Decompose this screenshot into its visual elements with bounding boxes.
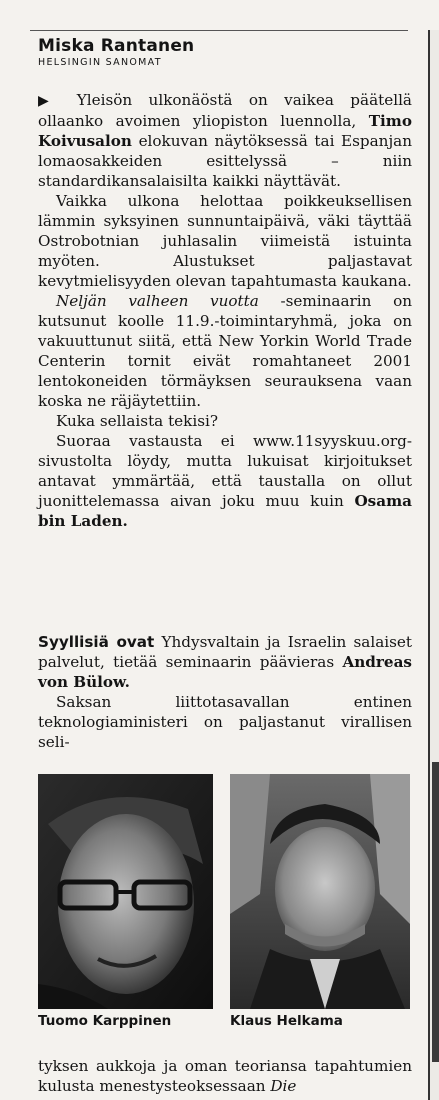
paragraph-2: Vaikka ulkona helottaa poikkeuksellisen lämmin syksyinen sunnuntaipäivä, väki täyttää Ostrobotnian juhlasalin viimeistä istuinta myöten. Alustukset paljastavat kevytmielisyyden olevan tapahtumasta kaukana. xyxy=(38,192,412,290)
paragraph-4: Kuka sellaista tekisi? xyxy=(56,412,219,430)
intro-text-1: Yleisön ulkonäöstä on vaikea päätellä ollaanko avoimen yliopiston luennolla, xyxy=(38,91,412,130)
photo-karppinen xyxy=(38,774,213,1009)
portrait-image xyxy=(230,774,410,1009)
photo-helkama xyxy=(230,774,410,1009)
adjacent-dark-bar xyxy=(432,762,439,1062)
paragraph-7: Saksan liittotasavallan entinen teknologiaministeri on paljastanut virallisen seli- xyxy=(38,693,412,751)
paragraph-6 xyxy=(38,632,412,692)
person-name-bin-laden: Osama bin Laden. xyxy=(38,492,412,530)
portrait-image xyxy=(38,774,213,1009)
adjacent-column-edge xyxy=(428,30,439,1100)
lead-arrow-icon: ▶ xyxy=(38,93,61,109)
book-title: Die xyxy=(270,1077,297,1095)
paragraph-5-text: Suoraa vastausta ei www.11syyskuu.org-sivustolta löydy, mutta lukuisat kirjoitukset antavat ymmärtää, että taustalla on ollut juonittelemassa aivan joku muu kuin xyxy=(38,432,412,510)
paragraph-intro xyxy=(38,90,412,191)
paragraph-8-text: tyksen aukkoja ja oman teoriansa tapahtumien kulusta menestysteoksessaan xyxy=(38,1057,412,1095)
paragraph-3-text: -seminaarin on kutsunut koolle 11.9.-toimintaryhmä, joka on vakuuttunut siitä, että New Yorkin World Trade Centerin tornit eivät romahtaneet 2001 lentokoneiden törmäyksen seurauksena vaan koska ne räjäytettiin. xyxy=(38,292,412,410)
intro-text-2: elokuvan näytöksessä tai Espanjan lomaosakkeiden esittelyssä – niin standardikansalaisilta kaikki näyttävät. xyxy=(38,132,412,190)
article-body-middle xyxy=(38,632,412,752)
article-body-upper xyxy=(38,90,412,531)
paragraph-8 xyxy=(38,1056,412,1096)
paragraph-6-text: Yhdysvaltain ja Israelin salaiset palvelut, tietää seminaarin päävieras xyxy=(38,633,412,671)
photo-caption-karppinen: Tuomo Karppinen xyxy=(38,1013,172,1029)
person-name-koivusalo: Timo Koivusalon xyxy=(38,112,413,150)
section-lead-in: Syyllisiä ovat xyxy=(38,633,155,651)
author-name: Miska Rantanen xyxy=(38,36,195,56)
paragraph-3 xyxy=(38,291,412,411)
source-name: HELSINGIN SANOMAT xyxy=(38,57,162,68)
paragraph-5 xyxy=(38,431,412,531)
header-rule xyxy=(30,30,408,31)
article-body-lower xyxy=(38,1056,412,1096)
person-name-von-bulow: Andreas von Bülow. xyxy=(38,653,412,691)
seminar-title: Neljän valheen vuotta xyxy=(56,292,259,310)
byline xyxy=(38,36,194,68)
photo-caption-helkama: Klaus Helkama xyxy=(230,1013,343,1029)
